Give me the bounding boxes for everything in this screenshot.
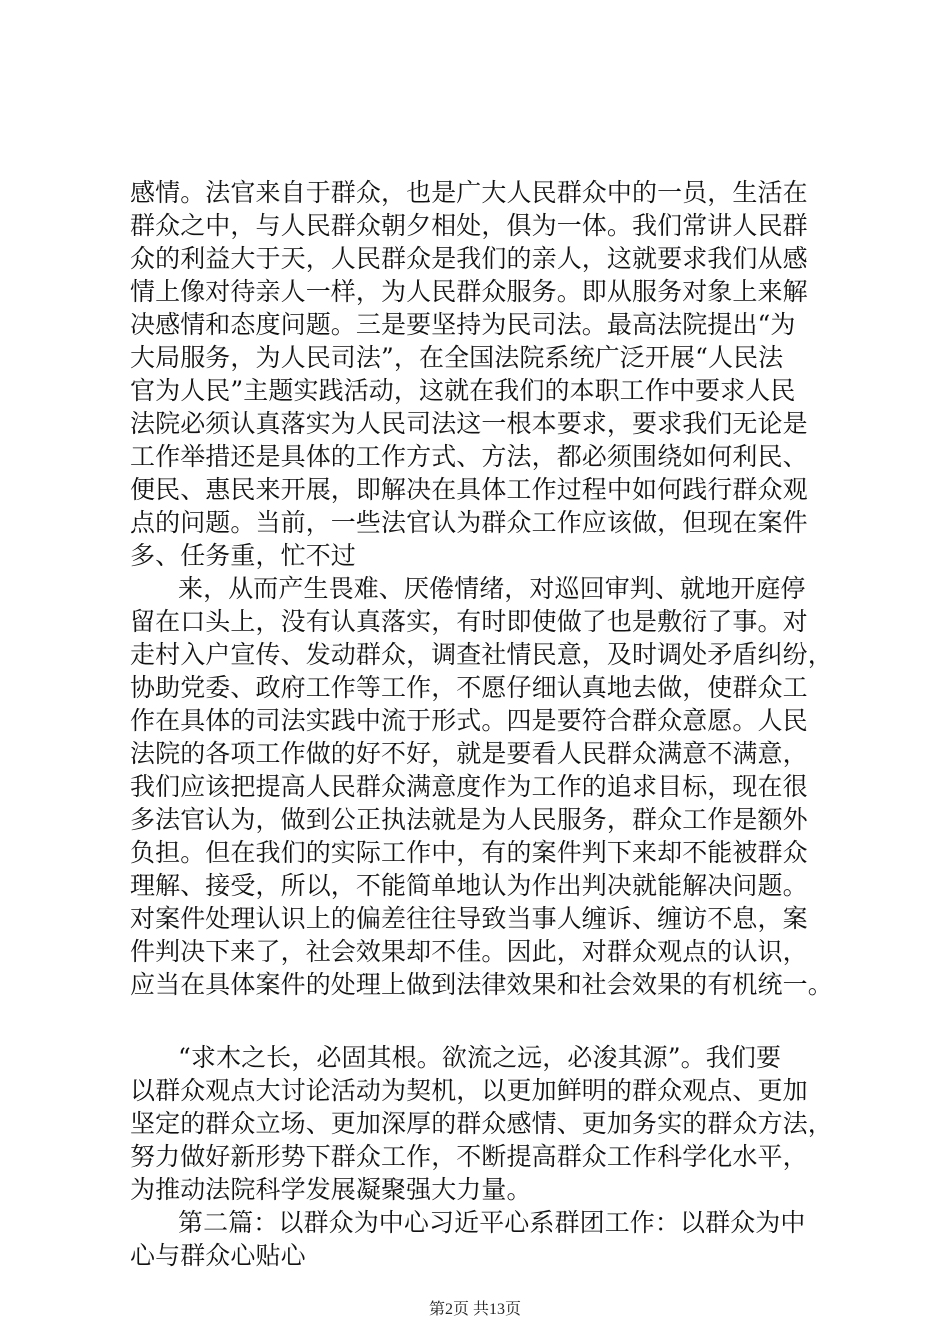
- text-line: 决感情和态度问题。三是要坚持为民司法。最高法院提出“为: [130, 310, 796, 339]
- text-line: 努力做好新形势下群众工作，不断提高群众工作科学化水平，: [130, 1142, 808, 1171]
- text-line: 坚定的群众立场、更加深厚的群众感情、更加务实的群众方法，: [130, 1109, 833, 1138]
- text-line: 法院必须认真落实为人民司法这一根本要求，要求我们无论是: [130, 409, 808, 438]
- text-line: 多、任务重，忙不过: [130, 541, 356, 570]
- text-line: 以群众观点大讨论活动为契机，以更加鲜明的群众观点、更加: [130, 1076, 808, 1105]
- text-line: 官为人民”主题实践活动，这就在我们的本职工作中要求人民: [130, 376, 796, 405]
- text-line: 理解、接受，所以，不能简单地认为作出判决就能解决问题。: [130, 871, 808, 900]
- text-line: 我们应该把提高人民群众满意度作为工作的追求目标，现在很: [130, 772, 808, 801]
- text-line: “求木之长，必固其根。欲流之远，必浚其源”。我们要: [178, 1043, 782, 1072]
- text-line: 协助党委、政府工作等工作，不愿仔细认真地去做，使群众工: [130, 673, 808, 702]
- text-line: 来，从而产生畏难、厌倦情绪，对巡回审判、就地开庭停: [178, 574, 806, 603]
- text-line: 便民、惠民来开展，即解决在具体工作过程中如何践行群众观: [130, 475, 808, 504]
- text-line: 走村入户宣传、发动群众，调查社情民意，及时调处矛盾纠纷，: [130, 640, 833, 669]
- text-line: 应当在具体案件的处理上做到法律效果和社会效果的有机统一。: [130, 970, 833, 999]
- text-line: 法院的各项工作做的好不好，就是要看人民群众满意不满意，: [130, 739, 808, 768]
- text-line: 件判决下来了，社会效果却不佳。因此，对群众观点的认识，: [130, 937, 808, 966]
- page-number-footer: 第2页 共13页: [428, 1301, 521, 1318]
- text-line: 大局服务，为人民司法”，在全国法院系统广泛开展“人民法: [130, 343, 784, 372]
- text-line: 对案件处理认识上的偏差往往导致当事人缠诉、缠访不息，案: [130, 904, 808, 933]
- text-line: 工作举措还是具体的工作方式、方法，都必须围绕如何利民、: [130, 442, 808, 471]
- section-heading-continued: 心与群众心贴心: [130, 1241, 306, 1270]
- text-line: 为推动法院科学发展凝聚强大力量。: [130, 1175, 532, 1204]
- section-heading: 第二篇：以群众为中心习近平心系群团工作：以群众为中: [178, 1208, 806, 1237]
- text-line: 情上像对待亲人一样，为人民群众服务。即从服务对象上来解: [130, 277, 808, 306]
- text-line: 作在具体的司法实践中流于形式。四是要符合群众意愿。人民: [130, 706, 808, 735]
- text-line: 多法官认为，做到公正执法就是为人民服务，群众工作是额外: [130, 805, 808, 834]
- text-line: 留在口头上，没有认真落实，有时即使做了也是敷衍了事。对: [130, 607, 808, 636]
- text-line: 点的问题。当前，一些法官认为群众工作应该做，但现在案件: [130, 508, 808, 537]
- text-line: 感情。法官来自于群众，也是广大人民群众中的一员，生活在: [130, 178, 808, 207]
- text-line: 负担。但在我们的实际工作中，有的案件判下来却不能被群众: [130, 838, 808, 867]
- text-line: 群众之中，与人民群众朝夕相处，俱为一体。我们常讲人民群: [130, 211, 808, 240]
- text-line: 众的利益大于天，人民群众是我们的亲人，这就要求我们从感: [130, 244, 808, 273]
